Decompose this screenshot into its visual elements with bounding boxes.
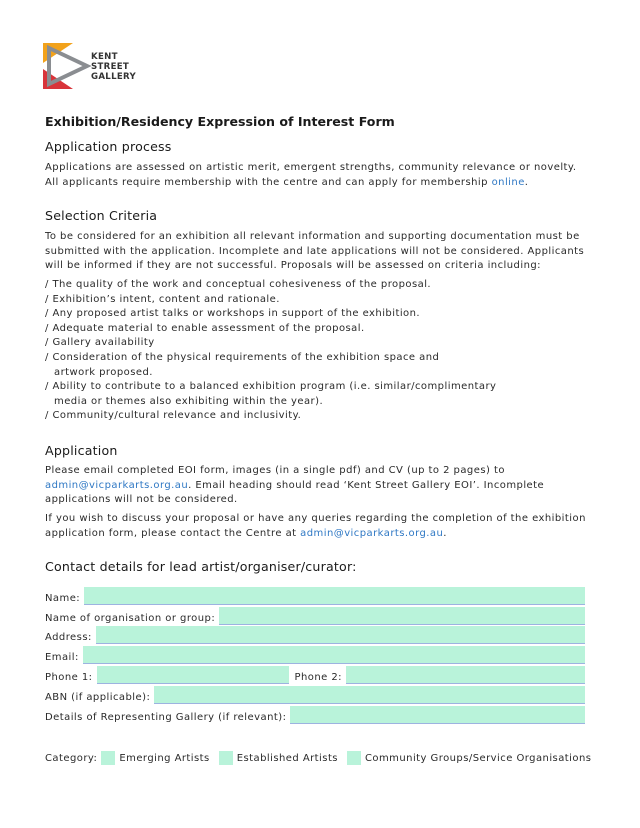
application-process-heading: Application process: [45, 139, 172, 154]
contact-details-heading: Contact details for lead artist/organiser/curator:: [45, 559, 357, 574]
community-groups-checkbox[interactable]: [347, 751, 361, 765]
process-text-end: .: [524, 176, 529, 188]
criteria-item: / Any proposed artist talks or workshops in support of the exhibition.: [45, 308, 421, 320]
organisation-row: [45, 609, 585, 625]
abn-field[interactable]: [154, 686, 585, 704]
organisation-field[interactable]: [219, 607, 585, 625]
criteria-item: / Adequate material to enable assessment of the proposal.: [45, 322, 365, 334]
phone-row: [45, 668, 585, 684]
logo-word-gallery: GALLERY: [91, 72, 136, 82]
logo-word-kent: KENT: [91, 52, 118, 62]
phone2-label: Phone 2:: [294, 672, 342, 683]
application-text-end: . Email heading should read ‘Kent Street Gallery EOI’. Incomplete applications will not be considered.: [45, 479, 545, 506]
address-field[interactable]: [96, 626, 585, 644]
name-field[interactable]: [84, 587, 585, 605]
organisation-label: Name of organisation or group:: [45, 613, 216, 624]
membership-online-link[interactable]: online: [491, 176, 525, 188]
criteria-item: / Community/cultural relevance and inclusivity.: [45, 410, 302, 422]
criteria-item: / The quality of the work and conceptual cohesiveness of the proposal.: [45, 279, 432, 290]
phone2-field[interactable]: [346, 666, 585, 684]
criteria-item: / Ability to contribute to a balanced exhibition program (i.e. similar/complimentary media or themes also exhibiting within the year).: [45, 381, 497, 407]
category-label: Category:: [45, 752, 98, 764]
name-row: [45, 589, 585, 605]
address-row: [45, 628, 585, 644]
application-heading: Application: [45, 443, 118, 458]
email-label: Email:: [45, 652, 79, 663]
contact-text: If you wish to discuss your proposal or have any queries regarding the completion of the exhibition application form, please contact the Centre at: [45, 513, 586, 539]
abn-row: [45, 688, 585, 704]
admin-email-link[interactable]: admin@vicparkarts.org.au: [45, 479, 189, 491]
logo-word-street: STREET: [91, 62, 130, 72]
phone1-label: Phone 1:: [45, 672, 93, 683]
abn-label: ABN (if applicable):: [45, 692, 151, 703]
criteria-item: / Consideration of the physical requirements of the exhibition space and artwork proposed.: [45, 351, 440, 378]
emerging-artists-label: Emerging Artists: [119, 752, 210, 764]
criteria-list: [45, 278, 585, 424]
address-label: Address:: [45, 632, 92, 643]
contact-text-end: .: [443, 527, 447, 539]
name-label: Name:: [45, 593, 81, 604]
application-text: Please email completed EOI form, images (in a single pdf) and CV (up to 2 pages) to: [45, 465, 505, 476]
application-process-text: [45, 161, 590, 190]
application-contact-text: [45, 512, 590, 541]
logo-wordmark: [91, 52, 136, 82]
criteria-item: / Gallery availability: [45, 337, 155, 349]
phone1-field[interactable]: [97, 666, 289, 684]
email-row: [45, 648, 585, 664]
representing-gallery-label: Details of Representing Gallery (if relevant):: [45, 712, 287, 723]
representing-gallery-row: [45, 708, 585, 724]
representing-gallery-field[interactable]: [290, 706, 585, 724]
email-field[interactable]: [83, 646, 585, 664]
community-groups-label: Community Groups/Service Organisations: [364, 752, 592, 764]
form-title: Exhibition/Residency Expression of Interest Form: [45, 114, 395, 129]
established-artists-checkbox[interactable]: [219, 751, 233, 765]
selection-criteria-intro: To be considered for an exhibition all relevant information and supporting documentation must be submitted with the application. Incomplete and late applications will not be considered. Applicants will be informed if they are not successful. Proposals will be assessed on criteria including:: [45, 231, 585, 272]
process-text: Applications are assessed on artistic merit, emergent strengths, community relevance or novelty. All applicants require membership with the centre and can apply for membership: [45, 162, 577, 188]
criteria-item: / Exhibition’s intent, content and rationale.: [45, 293, 280, 305]
selection-criteria-heading: Selection Criteria: [45, 208, 158, 223]
established-artists-label: Established Artists: [236, 752, 338, 764]
admin-email-link-2[interactable]: admin@vicparkarts.org.au: [300, 527, 444, 539]
emerging-artists-checkbox[interactable]: [101, 751, 115, 765]
category-row: [45, 751, 591, 765]
application-instructions: [45, 464, 590, 508]
